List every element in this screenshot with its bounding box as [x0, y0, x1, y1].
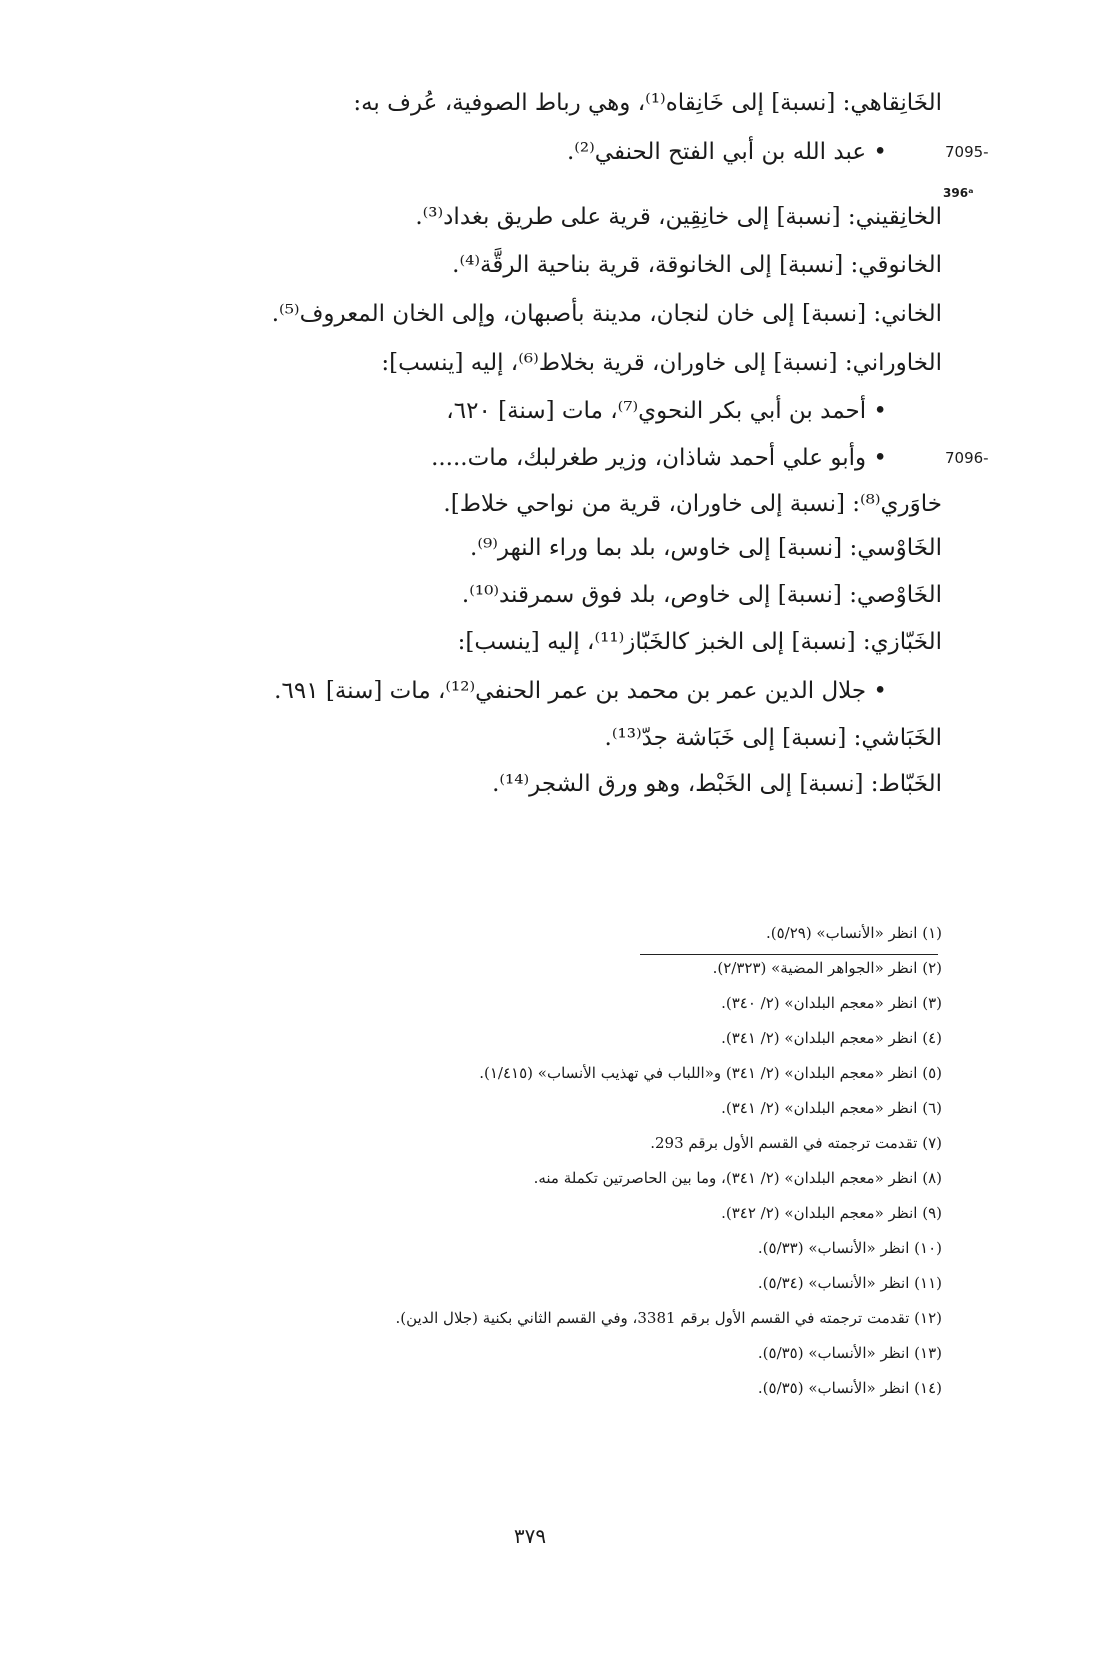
footnote: (١١) انظر «الأنساب» (٥/٣٤).	[757, 1274, 942, 1292]
footnote-rule	[640, 954, 938, 955]
footnote: (٩) انظر «معجم البلدان» (٢/ ٣٤٢).	[721, 1204, 942, 1222]
entry-number: 7095-	[945, 143, 989, 161]
footnote: (٣) انظر «معجم البلدان» (٢/ ٣٤٠).	[721, 994, 942, 1012]
entry-khaniqahi: الخَانِقاهي: [نسبة] إلى خَانِقاه⁽¹⁾، وهي رباط الصوفية، عُرف به:	[353, 90, 942, 116]
entry-ahmad-bin-abi-bakr: • أحمد بن أبي بكر النحوي⁽⁷⁾، مات [سنة] ٦٢٠،	[446, 398, 887, 424]
entry-jalal-aldin: • جلال الدين عمر بن محمد بن عمر الحنفي⁽¹²⁾، مات [سنة] ٦٩١.	[274, 678, 887, 704]
footnote: (٢) انظر «الجواهر المضية» (٢/٣٢٣).	[712, 959, 942, 977]
entry-khawari: خاوَري⁽⁸⁾: [نسبة إلى خاوران، قرية من نواحي خلاط].	[443, 491, 942, 517]
footnote: (١) انظر «الأنساب» (٥/٢٩).	[765, 924, 942, 942]
entry-khabashi: الخَبَاشي: [نسبة] إلى خَبَاشة جدّ⁽¹³⁾.	[604, 725, 942, 751]
entry-khanuqi: الخانوقي: [نسبة] إلى الخانوقة، قرية بناحية الرقَّة⁽⁴⁾.	[452, 252, 942, 278]
footnote: (٨) انظر «معجم البلدان» (٢/ ٣٤١)، وما بين الحاصرتين تكملة منه.	[533, 1169, 942, 1187]
footnote: (١٢) تقدمت ترجمته في القسم الأول برقم 3381، وفي القسم الثاني بكنية (جلال الدين).	[395, 1309, 942, 1327]
folio-marker: 396ᵃ	[943, 186, 974, 200]
entry-khabbat: الخَبّاط: [نسبة] إلى الخَبْط، وهو ورق الشجر⁽¹⁴⁾.	[492, 771, 942, 797]
footnote: (٤) انظر «معجم البلدان» (٢/ ٣٤١).	[721, 1029, 942, 1047]
entry-khaniqini: الخانِقيني: [نسبة] إلى خانِقِين، قرية على طريق بغداد⁽³⁾.	[415, 204, 942, 230]
footnote: (١٣) انظر «الأنساب» (٥/٣٥).	[757, 1344, 942, 1362]
entry-number: 7096-	[945, 449, 989, 467]
entry-abu-ali-ahmad: • وأبو علي أحمد شاذان، وزير طغرلبك، مات.....	[431, 445, 887, 471]
footnote: (١٠) انظر «الأنساب» (٥/٣٣).	[757, 1239, 942, 1257]
entry-abdullah-bin-abi-alfath: • عبد الله بن أبي الفتح الحنفي⁽²⁾.	[566, 139, 887, 165]
footnote: (٥) انظر «معجم البلدان» (٢/ ٣٤١) و«اللباب في تهذيب الأنساب» (١/٤١٥).	[479, 1064, 942, 1082]
entry-khawsi: الخَاوْسي: [نسبة] إلى خاوس، بلد بما وراء النهر⁽⁹⁾.	[470, 535, 942, 561]
footnote: (٧) تقدمت ترجمته في القسم الأول برقم 293.	[650, 1134, 942, 1152]
footnote: (٦) انظر «معجم البلدان» (٢/ ٣٤١).	[721, 1099, 942, 1117]
entry-khani: الخاني: [نسبة] إلى خان لنجان، مدينة بأصبهان، وإلى الخان المعروف⁽⁵⁾.	[271, 301, 942, 327]
entry-khawsi-2: الخَاوْصي: [نسبة] إلى خاوص، بلد فوق سمرقند⁽¹⁰⁾.	[461, 582, 942, 608]
footnote: (١٤) انظر «الأنساب» (٥/٣٥).	[757, 1379, 942, 1397]
entry-khawarani: الخاوراني: [نسبة] إلى خاوران، قرية بخلاط⁽⁶⁾، إليه [ينسب]:	[381, 350, 942, 376]
entry-khabbazi: الخَبّازي: [نسبة] إلى الخبز كالخَبّاز⁽¹¹⁾، إليه [ينسب]:	[457, 629, 942, 655]
page-number: ٣٧٩	[513, 1524, 547, 1548]
